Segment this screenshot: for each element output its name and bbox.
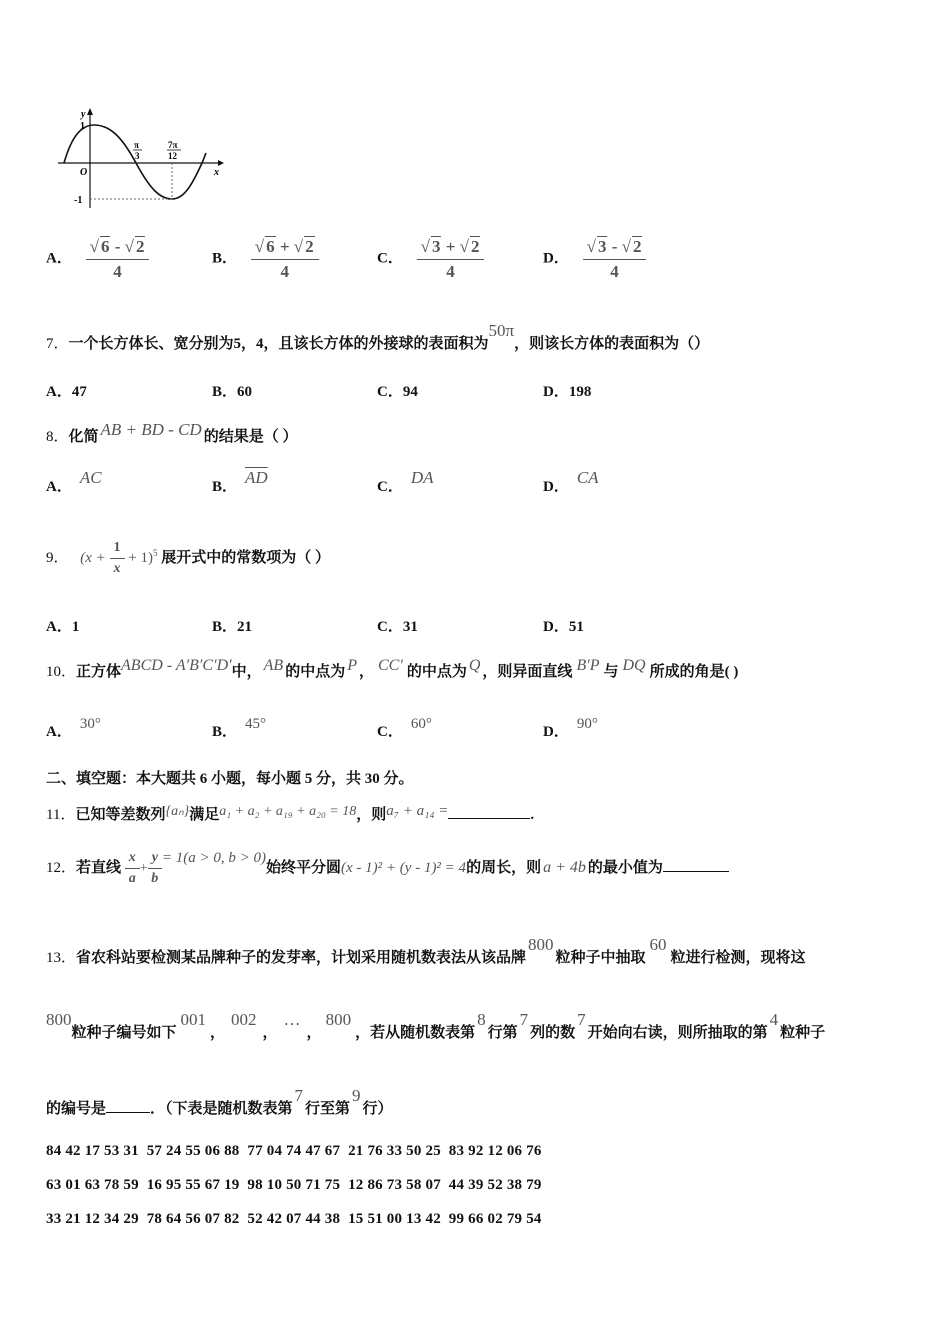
graph-one-label: 1 <box>80 121 85 132</box>
q9-option-d[interactable]: D．51 <box>543 619 584 635</box>
q9-option-b[interactable]: B．21 <box>212 619 253 635</box>
option-letter: A． <box>46 250 72 267</box>
random-table-row-9: 33 21 12 34 29 78 64 56 07 82 52 42 07 44 38 15 51 00 13 42 99 66 02 79 54 <box>46 1211 542 1227</box>
q8-option-a[interactable]: A． AC <box>46 468 102 495</box>
question-8: 8．化简 AB + BD - CD 的结果是（ ） <box>46 420 298 445</box>
q7-option-b[interactable]: B．60 <box>212 384 253 400</box>
graph-pi-den: 3 <box>135 151 140 161</box>
q10-option-b[interactable]: B． 45° <box>212 716 267 740</box>
q6-option-d[interactable] <box>543 236 646 282</box>
question-12: 12．若直线 $\frac{x}{a}$ + $\frac{y}{b}$ = 1(a > 0, b > 0)始终平分圆(x - 1)² + (y - 1)² = 4的周长，则 a + 4b 的最小值为 <box>46 850 729 887</box>
q7-option-c[interactable]: C．94 <box>377 384 418 400</box>
q10-option-a[interactable]: A． 30° <box>46 716 101 740</box>
option-letter: B． <box>212 250 238 267</box>
option-letter: C． <box>377 250 403 267</box>
answer-blank[interactable] <box>448 818 530 819</box>
answer-blank[interactable] <box>663 871 729 872</box>
q8-option-c[interactable]: C． DA <box>377 468 434 495</box>
q6-option-b[interactable] <box>212 236 319 282</box>
q8-option-d[interactable]: D． CA <box>543 468 599 495</box>
option-fraction: $\frac{√ 6 + √ 2}{4}$ <box>251 236 319 282</box>
question-10: 10．正方体ABCD - A′B′C′D′中， AB 的中点为 P ， CC′ 的中点为 Q ，则异面直线 B′P 与 DQ 所成的角是( ) <box>46 657 739 680</box>
q6-option-a[interactable] <box>46 236 149 282</box>
question-11: 11．已知等差数列{aₙ}满足a₁ + a₂ + a₁₉ + a₂₀ = 18，则a₇ + a₁₄ = . <box>46 803 535 823</box>
graph-y-label: y <box>81 109 86 120</box>
option-fraction: $\frac{√ 3 - √ 2}{4}$ <box>583 236 647 282</box>
q9-option-a[interactable]: A．1 <box>46 619 80 635</box>
question-9: 9． (x + $\frac{1}{x}$ + 1)$^5$ 展开式中的常数项为（ ） <box>46 540 331 576</box>
q6-option-c[interactable] <box>377 236 484 282</box>
graph-sevenpi-den: 12 <box>168 151 177 161</box>
q9-option-c[interactable]: C．31 <box>377 619 418 635</box>
q8-option-b[interactable]: B． $\overline{AD}$ <box>212 468 268 495</box>
q10-option-d[interactable]: D． 90° <box>543 716 598 740</box>
graph-sevenpi-num: 7π <box>168 140 178 150</box>
section-header: 二、填空题：本大题共 6 小题，每小题 5 分，共 30 分。 <box>46 771 414 787</box>
q7-option-d[interactable]: D．198 <box>543 384 592 400</box>
q10-option-c[interactable]: C． 60° <box>377 716 432 740</box>
sine-graph <box>50 105 230 215</box>
question-13-line2: 800粒种子编号如下001，002，…，800，若从随机数表第8行第7列的数7开始向右读，则所抽取的第4粒种子 <box>46 1010 826 1041</box>
graph-neg-one-label: -1 <box>74 195 83 206</box>
question-7: 7．一个长方体长、宽分别为5，4，且该长方体的外接球的表面积为50π，则该长方体的表面积为（） <box>46 321 710 352</box>
random-table-row-8: 63 01 63 78 59 16 95 55 67 19 98 10 50 71 75 12 86 73 58 07 44 39 52 38 79 <box>46 1177 542 1193</box>
graph-x-label: x <box>214 167 219 178</box>
option-letter: D． <box>543 250 569 267</box>
answer-blank[interactable] <box>106 1112 150 1113</box>
graph-origin-label: O <box>80 167 88 178</box>
option-fraction: $\frac{√ 3 + √ 2}{4}$ <box>417 236 485 282</box>
random-table-row-7: 84 42 17 53 31 57 24 55 06 88 77 04 74 47 67 21 76 33 50 25 83 92 12 06 76 <box>46 1143 542 1159</box>
question-13-line1: 13．省农科站要检测某品牌种子的发芽率，计划采用随机数表法从该品牌800粒种子中抽取60粒进行检测，现将这 <box>46 935 806 966</box>
option-fraction: $\frac{√ 6 - √ 2}{4}$ <box>86 236 150 282</box>
question-13-line3: 的编号是 ．（下表是随机数表第7行至第9行） <box>46 1086 393 1117</box>
graph-pi-num: π <box>134 140 139 150</box>
q7-option-a[interactable]: A．47 <box>46 384 87 400</box>
